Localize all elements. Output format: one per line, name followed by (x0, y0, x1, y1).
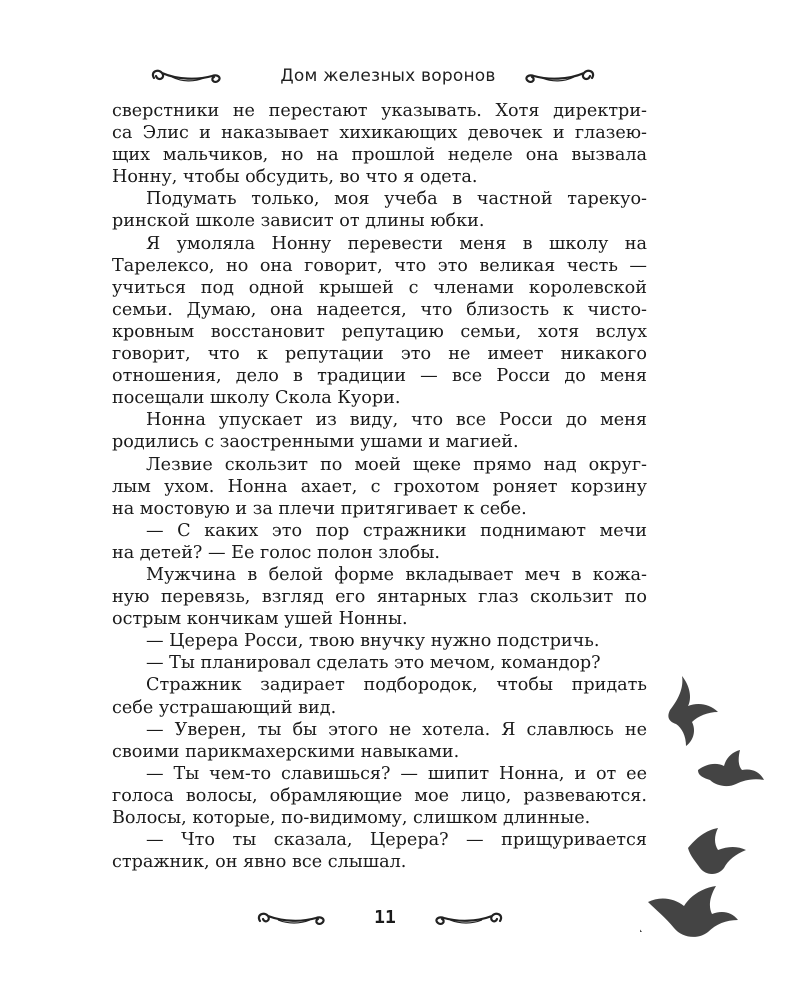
text-line: стражник, он явно все слышал. (112, 852, 407, 873)
crow-illustration (640, 670, 800, 1000)
body-text (112, 100, 647, 873)
page-number: 11 (374, 907, 396, 928)
text-line: — Ты чем-то славишься? — шипит Нонна, и от ее (146, 763, 647, 784)
right-header-flourish-icon (520, 64, 598, 90)
text-line: — Ты планировал сделать это мечом, командор? (146, 653, 601, 674)
text-line: семьи. Думаю, она надеется, что близость к чисто- (112, 299, 647, 320)
text-line: кровным восстановит репутацию семьи, хотя вслух (112, 321, 647, 342)
text-line: на мостовую и за плечи притягивает к себе. (112, 498, 527, 519)
text-line: Нонна упускает из виду, что все Росси до меня (146, 410, 647, 431)
text-line: лым ухом. Нонна ахает, с грохотом роняет корзину (112, 476, 647, 497)
text-line: Лезвие скользит по моей щеке прямо над округ- (146, 454, 647, 475)
text-line: щих мальчиков, но на прошлой неделе она вызвала (112, 145, 647, 166)
text-line: посещали школу Скола Куори. (112, 388, 401, 409)
left-header-flourish-icon (148, 64, 226, 90)
text-line: — Церера Росси, твою внучку нужно подстричь. (146, 631, 600, 652)
left-footer-flourish-icon (254, 905, 330, 931)
crow-icon (698, 750, 764, 786)
crow-icon (640, 902, 642, 948)
text-line: Подумать только, моя учеба в частной тарекуо- (146, 189, 647, 210)
text-line: — С каких это пор стражники поднимают мечи (146, 520, 647, 541)
text-line: Я умоляла Нонну перевести меня в школу на (146, 233, 647, 254)
text-line: своими парикмахерскими навыками. (112, 741, 460, 762)
text-line: Мужчина в белой форме вкладывает меч в кожа- (146, 564, 647, 585)
text-line: ринской школе зависит от длины юбки. (112, 211, 485, 232)
text-line: Стражник задирает подбородок, чтобы придать (146, 675, 647, 696)
text-line: — Уверен, ты бы этого не хотела. Я славлюсь не (146, 719, 647, 740)
text-line: говорит, что к репутации это не имеет никакого (112, 344, 647, 365)
book-title: Дом железных воронов (280, 66, 496, 86)
right-footer-flourish-icon (430, 905, 506, 931)
text-line: ную перевязь, взгляд его янтарных глаз скользит по (112, 587, 647, 608)
text-line: отношения, дело в традиции — все Росси до меня (112, 366, 647, 387)
text-line: сверстники не перестают указывать. Хотя директри- (112, 101, 647, 121)
crow-icon (688, 828, 746, 874)
crow-icon (648, 886, 738, 937)
text-line: Нонну, чтобы обсудить, во что я одета. (112, 167, 478, 188)
text-line: Тарелексо, но она говорит, что это великая честь — (112, 255, 647, 276)
text-line: Волосы, которые, по-видимому, слишком длинные. (112, 808, 591, 828)
text-line: родились с заостренными ушами и магией. (112, 432, 519, 453)
text-line: голоса волосы, обрамляющие мое лицо, развеваются. (112, 785, 647, 806)
text-line: учиться под одной крышей с членами королевской (112, 277, 647, 298)
text-line: острым кончикам ушей Нонны. (112, 609, 408, 630)
running-header (0, 62, 800, 94)
text-line: — Что ты сказала, Церера? — прищуривается (146, 830, 647, 851)
text-line: себе устрашающий вид. (112, 697, 337, 718)
crow-icon (668, 676, 718, 746)
text-line: на детей? — Ее голос полон злобы. (112, 542, 440, 563)
text-line: са Элис и наказывает хихикающих девочек и глазею- (112, 123, 647, 144)
